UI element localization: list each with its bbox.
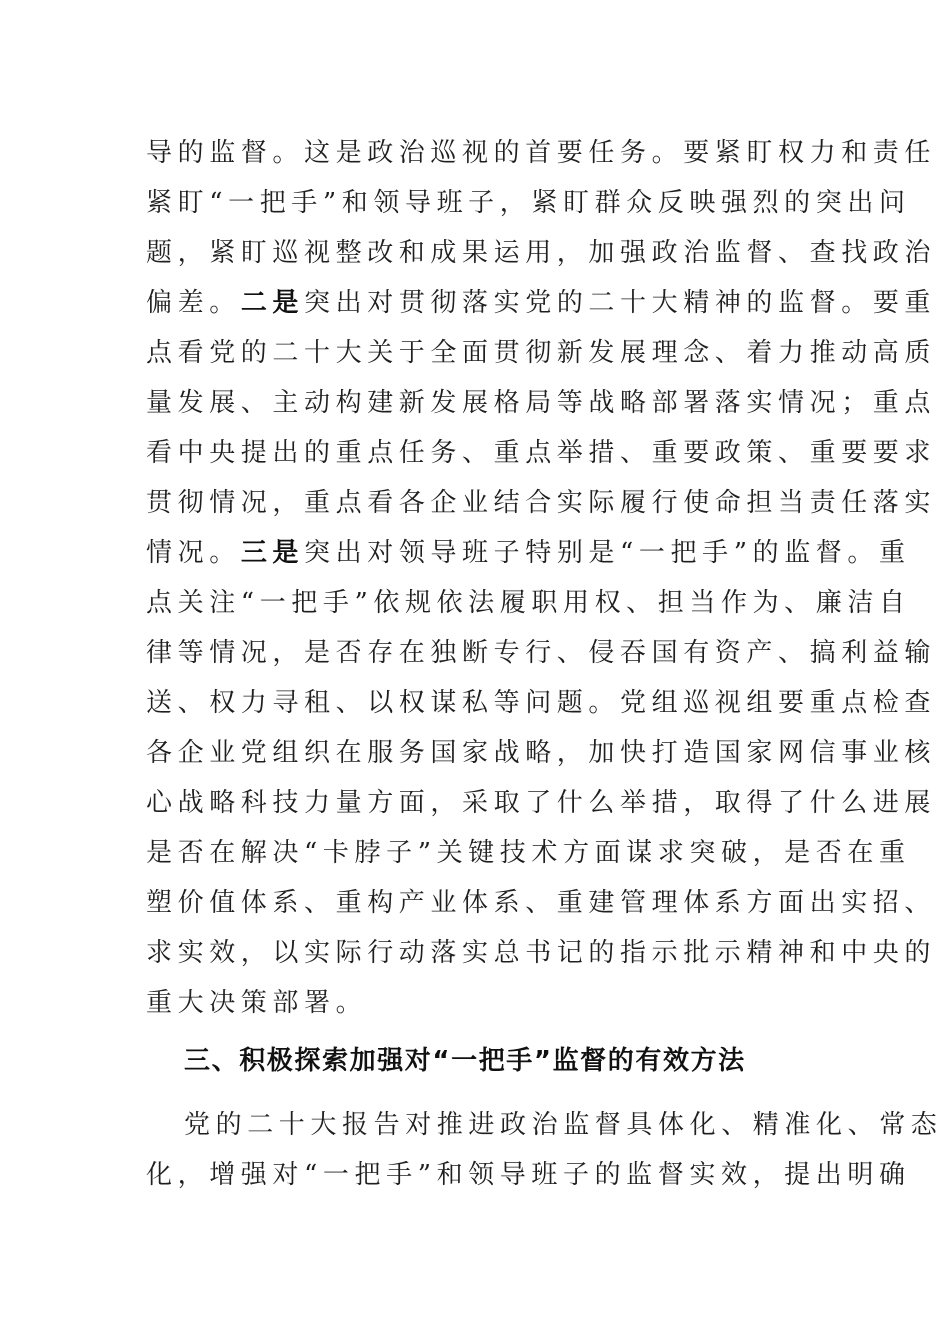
line-text: 突出对贯彻落实党的二十大精神的监督。要重 bbox=[304, 288, 937, 318]
section-heading: 三、积极探索加强对“一把手”监督的有效方法 bbox=[184, 1046, 746, 1076]
paragraph-line: 点看党的二十大关于全面贯彻新发展理念、着力推动高质 bbox=[146, 338, 937, 368]
line-text: 偏差。 bbox=[146, 288, 241, 318]
paragraph-line: 题，紧盯巡视整改和成果运用，加强政治监督、查找政治 bbox=[146, 238, 937, 268]
paragraph-line: 化，增强对“一把手”和领导班子的监督实效，提出明确 bbox=[146, 1160, 911, 1190]
paragraph-line: 紧盯“一把手”和领导班子，紧盯群众反映强烈的突出问 bbox=[146, 188, 911, 218]
emphasis-label: 三是 bbox=[240, 538, 305, 568]
body-paragraph bbox=[146, 1100, 943, 1200]
paragraph-line: 导的监督。这是政治巡视的首要任务。要紧盯权力和责任 bbox=[146, 138, 937, 168]
paragraph-line: 心战略科技力量方面，采取了什么举措，取得了什么进展 bbox=[146, 788, 937, 818]
paragraph-line bbox=[146, 528, 911, 578]
emphasis-label: 二是 bbox=[240, 288, 305, 318]
paragraph-line: 党的二十大报告对推进政治监督具体化、精准化、常态 bbox=[184, 1110, 943, 1140]
paragraph-line: 看中央提出的重点任务、重点举措、重要政策、重要要求 bbox=[146, 438, 937, 468]
paragraph-line: 重大决策部署。 bbox=[146, 988, 368, 1018]
paragraph-line: 送、权力寻租、以权谋私等问题。党组巡视组要重点检查 bbox=[146, 688, 937, 718]
paragraph-line: 点关注“一把手”依规依法履职用权、担当作为、廉洁自 bbox=[146, 588, 911, 618]
body-paragraph bbox=[146, 128, 937, 1028]
paragraph-line: 贯彻情况，重点看各企业结合实际履行使命担当责任落实 bbox=[146, 488, 937, 518]
paragraph-line: 塑价值体系、重构产业体系、重建管理体系方面出实招、 bbox=[146, 888, 937, 918]
paragraph-line: 量发展、主动构建新发展格局等战略部署落实情况；重点 bbox=[146, 388, 937, 418]
line-text: 突出对领导班子特别是“一把手”的监督。重 bbox=[304, 538, 911, 568]
paragraph-line: 各企业党组织在服务国家战略，加快打造国家网信事业核 bbox=[146, 738, 937, 768]
line-text: 情况。 bbox=[146, 538, 241, 568]
paragraph-line: 律等情况，是否存在独断专行、侵吞国有资产、搞利益输 bbox=[146, 638, 937, 668]
paragraph-line bbox=[146, 278, 937, 328]
paragraph-line: 求实效，以实际行动落实总书记的指示批示精神和中央的 bbox=[146, 938, 937, 968]
paragraph-line: 是否在解决“卡脖子”关键技术方面谋求突破，是否在重 bbox=[146, 838, 911, 868]
